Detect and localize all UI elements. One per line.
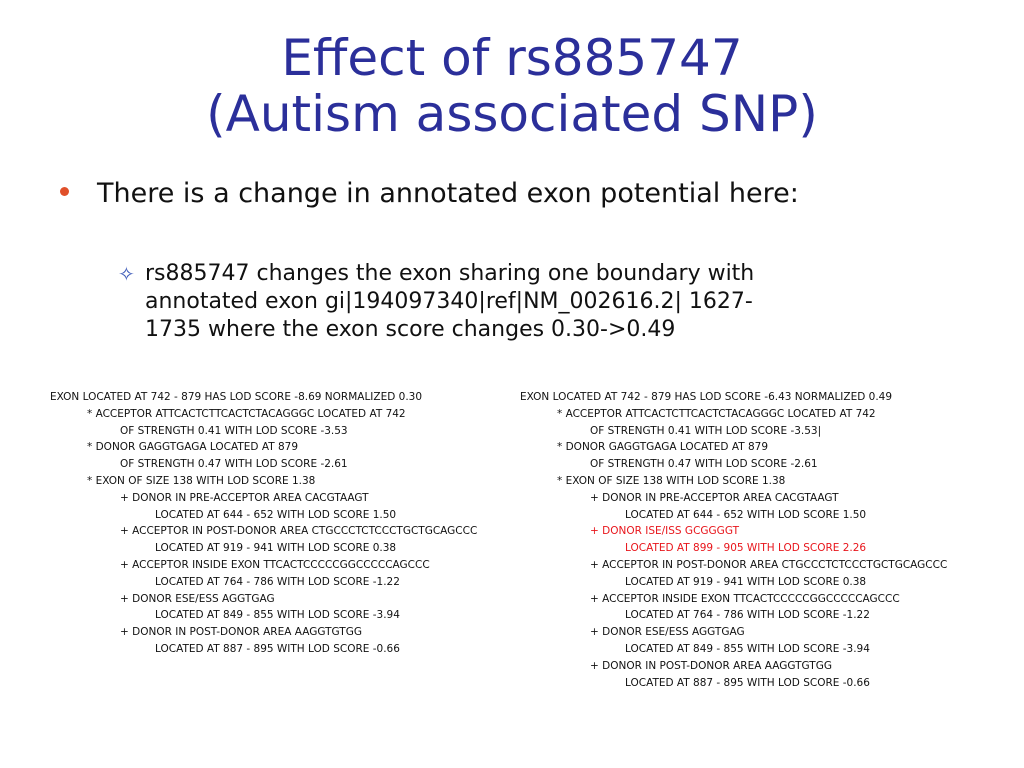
report-line: + DONOR IN POST-DONOR AREA AAGGTGTGG	[590, 659, 832, 672]
report-line: + DONOR ESE/ESS AGGTGAG	[590, 626, 745, 639]
report-line: + DONOR IN PRE-ACCEPTOR AREA CACGTAAGT	[120, 491, 369, 504]
star-bullet-icon: ✧	[118, 262, 135, 286]
report-line: LOCATED AT 919 - 941 WITH LOD SCORE 0.38	[155, 542, 397, 555]
report-line: EXON LOCATED AT 742 - 879 HAS LOD SCORE -8.69 NORMALIZED 0.30	[50, 391, 423, 403]
report-line: + DONOR IN POST-DONOR AREA AAGGTGTGG	[120, 626, 362, 639]
report-line: LOCATED AT 887 - 895 WITH LOD SCORE -0.66	[625, 676, 870, 689]
report-line: * EXON OF SIZE 138 WITH LOD SCORE 1.38	[557, 474, 786, 487]
report-line: + DONOR ESE/ESS AGGTGAG	[120, 592, 275, 605]
report-line: OF STRENGTH 0.47 WITH LOD SCORE -2.61	[120, 458, 348, 471]
report-line: * DONOR GAGGTGAGA LOCATED AT 879	[87, 441, 298, 454]
title-line-2: (Autism associated SNP)	[206, 85, 818, 143]
report-line: EXON LOCATED AT 742 - 879 HAS LOD SCORE -6.43 NORMALIZED 0.49	[520, 391, 893, 403]
sub-bullet-line-2: annotated exon gi|194097340|ref|NM_002616.2| 1627-	[145, 289, 753, 314]
report-line: + DONOR IN PRE-ACCEPTOR AREA CACGTAAGT	[590, 491, 839, 504]
main-bullet-text: There is a change in annotated exon potential here:	[97, 178, 799, 209]
report-line: OF STRENGTH 0.41 WITH LOD SCORE -3.53|	[590, 424, 822, 437]
sub-bullet-line-1: rs885747 changes the exon sharing one boundary with	[145, 261, 755, 286]
report-line: + ACCEPTOR IN POST-DONOR AREA CTGCCCTCTCCCTGCTGCAGCCC	[120, 525, 478, 538]
report-line: + ACCEPTOR IN POST-DONOR AREA CTGCCCTCTCCCTGCTGCAGCCC	[590, 558, 948, 571]
report-line-highlighted: + DONOR ISE/ISS GCGGGGT	[590, 525, 739, 538]
report-line: * DONOR GAGGTGAGA LOCATED AT 879	[557, 441, 768, 454]
report-line: LOCATED AT 849 - 855 WITH LOD SCORE -3.94	[625, 642, 870, 655]
right-exon-report	[520, 389, 947, 691]
main-bullet	[60, 178, 799, 209]
report-line: LOCATED AT 887 - 895 WITH LOD SCORE -0.66	[155, 642, 400, 655]
slide-title	[0, 30, 1024, 142]
report-line: + ACCEPTOR INSIDE EXON TTCACTCCCCCGGCCCCCAGCCC	[590, 592, 900, 605]
sub-bullet	[118, 260, 935, 344]
sub-bullet-line-3: 1735 where the exon score changes 0.30->0.49	[145, 317, 676, 342]
report-line: * ACCEPTOR ATTCACTCTTCACTCTACAGGGC LOCATED AT 742	[557, 407, 876, 420]
report-line: LOCATED AT 644 - 652 WITH LOD SCORE 1.50	[155, 508, 397, 521]
report-line: LOCATED AT 849 - 855 WITH LOD SCORE -3.94	[155, 609, 400, 622]
report-line: LOCATED AT 919 - 941 WITH LOD SCORE 0.38	[625, 575, 867, 588]
sub-bullet-text	[145, 260, 935, 344]
report-line: LOCATED AT 644 - 652 WITH LOD SCORE 1.50	[625, 508, 867, 521]
report-line: LOCATED AT 764 - 786 WITH LOD SCORE -1.22	[155, 575, 400, 588]
report-line: LOCATED AT 764 - 786 WITH LOD SCORE -1.22	[625, 609, 870, 622]
report-line: OF STRENGTH 0.47 WITH LOD SCORE -2.61	[590, 458, 818, 471]
title-line-1: Effect of rs885747	[281, 29, 743, 87]
report-line: OF STRENGTH 0.41 WITH LOD SCORE -3.53	[120, 424, 348, 437]
bullet-dot-icon	[60, 187, 69, 196]
report-line-highlighted: LOCATED AT 899 - 905 WITH LOD SCORE 2.26	[625, 542, 867, 555]
report-line: * EXON OF SIZE 138 WITH LOD SCORE 1.38	[87, 474, 316, 487]
report-line: * ACCEPTOR ATTCACTCTTCACTCTACAGGGC LOCATED AT 742	[87, 407, 406, 420]
left-exon-report	[50, 389, 477, 658]
report-line: + ACCEPTOR INSIDE EXON TTCACTCCCCCGGCCCCCAGCCC	[120, 558, 430, 571]
